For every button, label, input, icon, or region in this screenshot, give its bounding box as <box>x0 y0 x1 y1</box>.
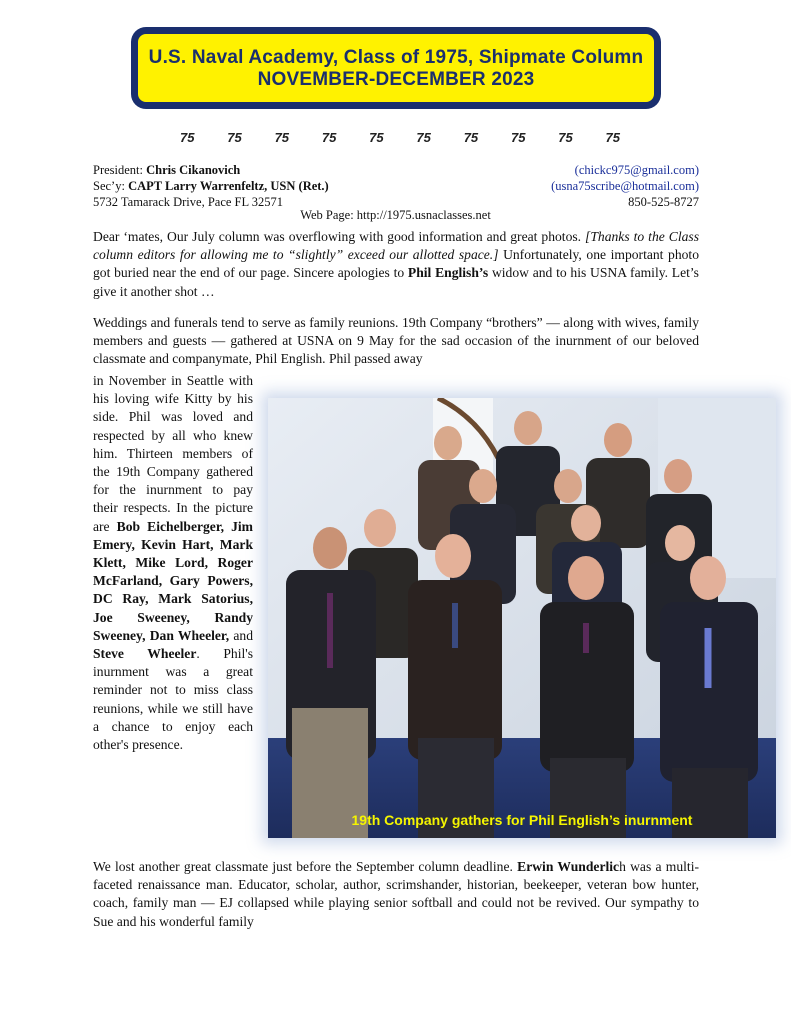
intro-aside: [Thanks to the Class column editors for allowing me to “slightly” exceed our allotted space.] <box>93 229 699 263</box>
reunion-paragraph: Weddings and funerals tend to serve as family reunions. 19th Company “brothers” — along with wives, family members and guests — gathered at USNA on 9 May for the sad occasion of the inurnment of our beloved classmate and companymate, Phil English. Phil passed away <box>93 315 699 367</box>
webpage-link[interactable]: Web Page: http://1975.usnaclasses.net <box>300 208 491 222</box>
attendee-names: Bob Eichelberger, Jim Emery, Kevin Hart, Mark Klett, Mike Lord, Roger McFarland, Gary Powers, DC Ray, Mark Satorius, Joe Sweeney, Randy Sweeney, Dan Wheeler, <box>93 518 253 643</box>
phil-english-name: Phil English’s <box>407 265 489 281</box>
group-photo-illustration <box>268 398 776 838</box>
president-email-link[interactable]: (chickc975@gmail.com) <box>574 163 699 177</box>
memorial-text: We lost another great classmate just before the September column deadline. <box>93 859 518 874</box>
intro-text-2: Unfortunately, one important photo got buried near the end of our page. Sincere apologies to <box>93 247 699 281</box>
class-year-mark: 75 <box>369 130 384 145</box>
side-and: and <box>229 627 253 643</box>
class-year-mark: 75 <box>463 130 479 145</box>
side-column-text <box>93 372 253 754</box>
memorial-paragraph <box>93 858 699 931</box>
class-year-mark: 75 <box>227 130 242 145</box>
intro-paragraph <box>93 228 699 301</box>
group-photo <box>268 398 776 838</box>
class-year-mark: 75 <box>416 130 431 145</box>
secretary-name: CAPT Larry Warrenfeltz, USN (Ret.) <box>128 179 329 193</box>
memorial-text-2: h was a multi-faceted renaissance man. Educator, scholar, author, scrimshander, historian, beekeeper, veteran bow hunter, coach, family man — EJ collapsed while playing senior softball and could not be revived. Our sympathy to Sue and his wonderful family <box>93 859 699 929</box>
banner-title: U.S. Naval Academy, Class of 1975, Shipmate Column <box>148 47 644 68</box>
column-banner <box>132 28 660 108</box>
secretary-row <box>93 178 699 194</box>
president-name: Chris Cikanovich <box>146 163 241 177</box>
class-year-mark: 75 <box>180 130 195 145</box>
phone-number: 850-525-8727 <box>628 195 699 209</box>
contact-header <box>93 162 699 210</box>
class-year-mark: 75 <box>605 130 620 145</box>
president-label: President: <box>93 163 147 177</box>
class-year-mark: 75 <box>274 130 290 145</box>
class-year-mark: 75 <box>510 130 526 145</box>
side-text: in November in Seattle with his loving wife Kitty by his side. Phil was loved and respected by all who knew him. Thirteen members of the 19th Company gathered for the inurnment to pay their respects. In the picture are <box>93 373 253 534</box>
class-year-mark: 75 <box>558 130 573 145</box>
president-row <box>93 162 699 178</box>
secretary-email-link[interactable]: (usna75scribe@hotmail.com) <box>551 179 699 193</box>
side-text-2: . Phil's inurnment was a great reminder not to miss class reunions, while we still have a chance to enjoy each other's presence. <box>93 646 253 753</box>
class-year-row <box>180 130 620 145</box>
erwin-wunderlich-name: Erwin Wunderlic <box>517 859 620 874</box>
intro-text-3: widow and to his USNA family. Let’s give it another shot … <box>93 265 699 299</box>
intro-text: Dear ‘mates, Our July column was overflowing with good information and great photos. <box>93 229 586 244</box>
attendee-last-name: Steve Wheeler <box>93 646 197 662</box>
class-year-mark: 75 <box>321 130 337 145</box>
photo-caption: 19th Company gathers for Phil English’s inurnment <box>351 812 693 828</box>
banner-date: NOVEMBER-DECEMBER 2023 <box>257 69 535 90</box>
mailing-address: 5732 Tamarack Drive, Pace FL 32571 <box>93 195 284 209</box>
secretary-label: Sec’y: <box>93 179 129 193</box>
